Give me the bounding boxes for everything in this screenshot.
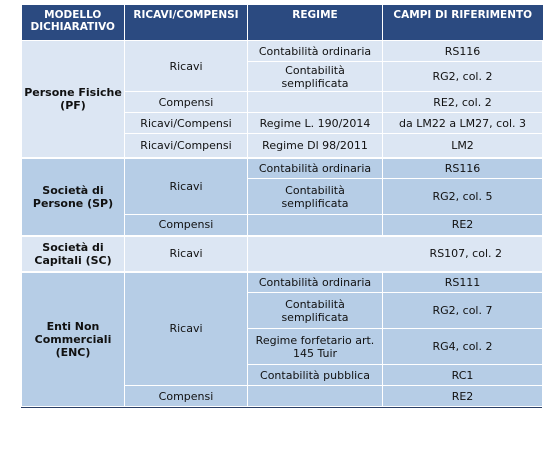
sp-r3-regime [248,215,383,236]
pf-ricavi: Ricavi [125,41,248,92]
pf-r3-ricavi: Compensi [125,92,248,113]
reference-table-container [21,5,542,408]
header-campi: CAMPI DI RIFERIMENTO [383,5,543,41]
sp-r2-regime: Contabilità semplificata [248,179,383,215]
sp-r3-ricavi: Compensi [125,215,248,236]
pf-row-1 [22,41,543,62]
enc-model: Enti Non Commerciali (ENC) [22,272,125,407]
pf-r3-campi: RE2, col. 2 [383,92,543,113]
pf-r2-regime: Contabilità semplificata [248,62,383,92]
header-ricavi: RICAVI/COMPENSI [125,5,248,41]
enc-r4-regime: Contabilità pubblica [248,365,383,386]
pf-r5-campi: LM2 [383,134,543,158]
enc-r5-regime [248,386,383,407]
reference-table [21,5,543,407]
header-model: MODELLO DICHIARATIVO [22,5,125,41]
enc-r1-regime: Contabilità ordinaria [248,272,383,293]
enc-r3-regime: Regime forfetario art. 145 Tuir [248,329,383,365]
pf-r4-regime: Regime L. 190/2014 [248,113,383,134]
pf-r4-ricavi: Ricavi/Compensi [125,113,248,134]
enc-r5-campi: RE2 [383,386,543,407]
sc-ricavi: Ricavi [125,236,248,272]
pf-r1-campi: RS116 [383,41,543,62]
enc-row-1 [22,272,543,293]
pf-r5-ricavi: Ricavi/Compensi [125,134,248,158]
sc-campi: RS107, col. 2 [248,236,543,272]
enc-r2-campi: RG2, col. 7 [383,293,543,329]
sc-row-1 [22,236,543,272]
enc-r2-regime: Contabilità semplificata [248,293,383,329]
sp-r1-regime: Contabilità ordinaria [248,158,383,179]
pf-r3-regime [248,92,383,113]
pf-model: Persone Fisiche (PF) [22,41,125,158]
sp-row-1 [22,158,543,179]
pf-r5-regime: Regime Dl 98/2011 [248,134,383,158]
enc-r3-campi: RG4, col. 2 [383,329,543,365]
enc-r4-campi: RC1 [383,365,543,386]
enc-r5-ricavi: Compensi [125,386,248,407]
pf-r1-regime: Contabilità ordinaria [248,41,383,62]
sp-r1-campi: RS116 [383,158,543,179]
enc-r1-campi: RS111 [383,272,543,293]
sp-r2-campi: RG2, col. 5 [383,179,543,215]
sp-r3-campi: RE2 [383,215,543,236]
pf-r4-campi: da LM22 a LM27, col. 3 [383,113,543,134]
sp-model: Società di Persone (SP) [22,158,125,236]
enc-ricavi: Ricavi [125,272,248,386]
sp-ricavi: Ricavi [125,158,248,215]
pf-r2-campi: RG2, col. 2 [383,62,543,92]
sc-model: Società di Capitali (SC) [22,236,125,272]
header-regime: REGIME [248,5,383,41]
